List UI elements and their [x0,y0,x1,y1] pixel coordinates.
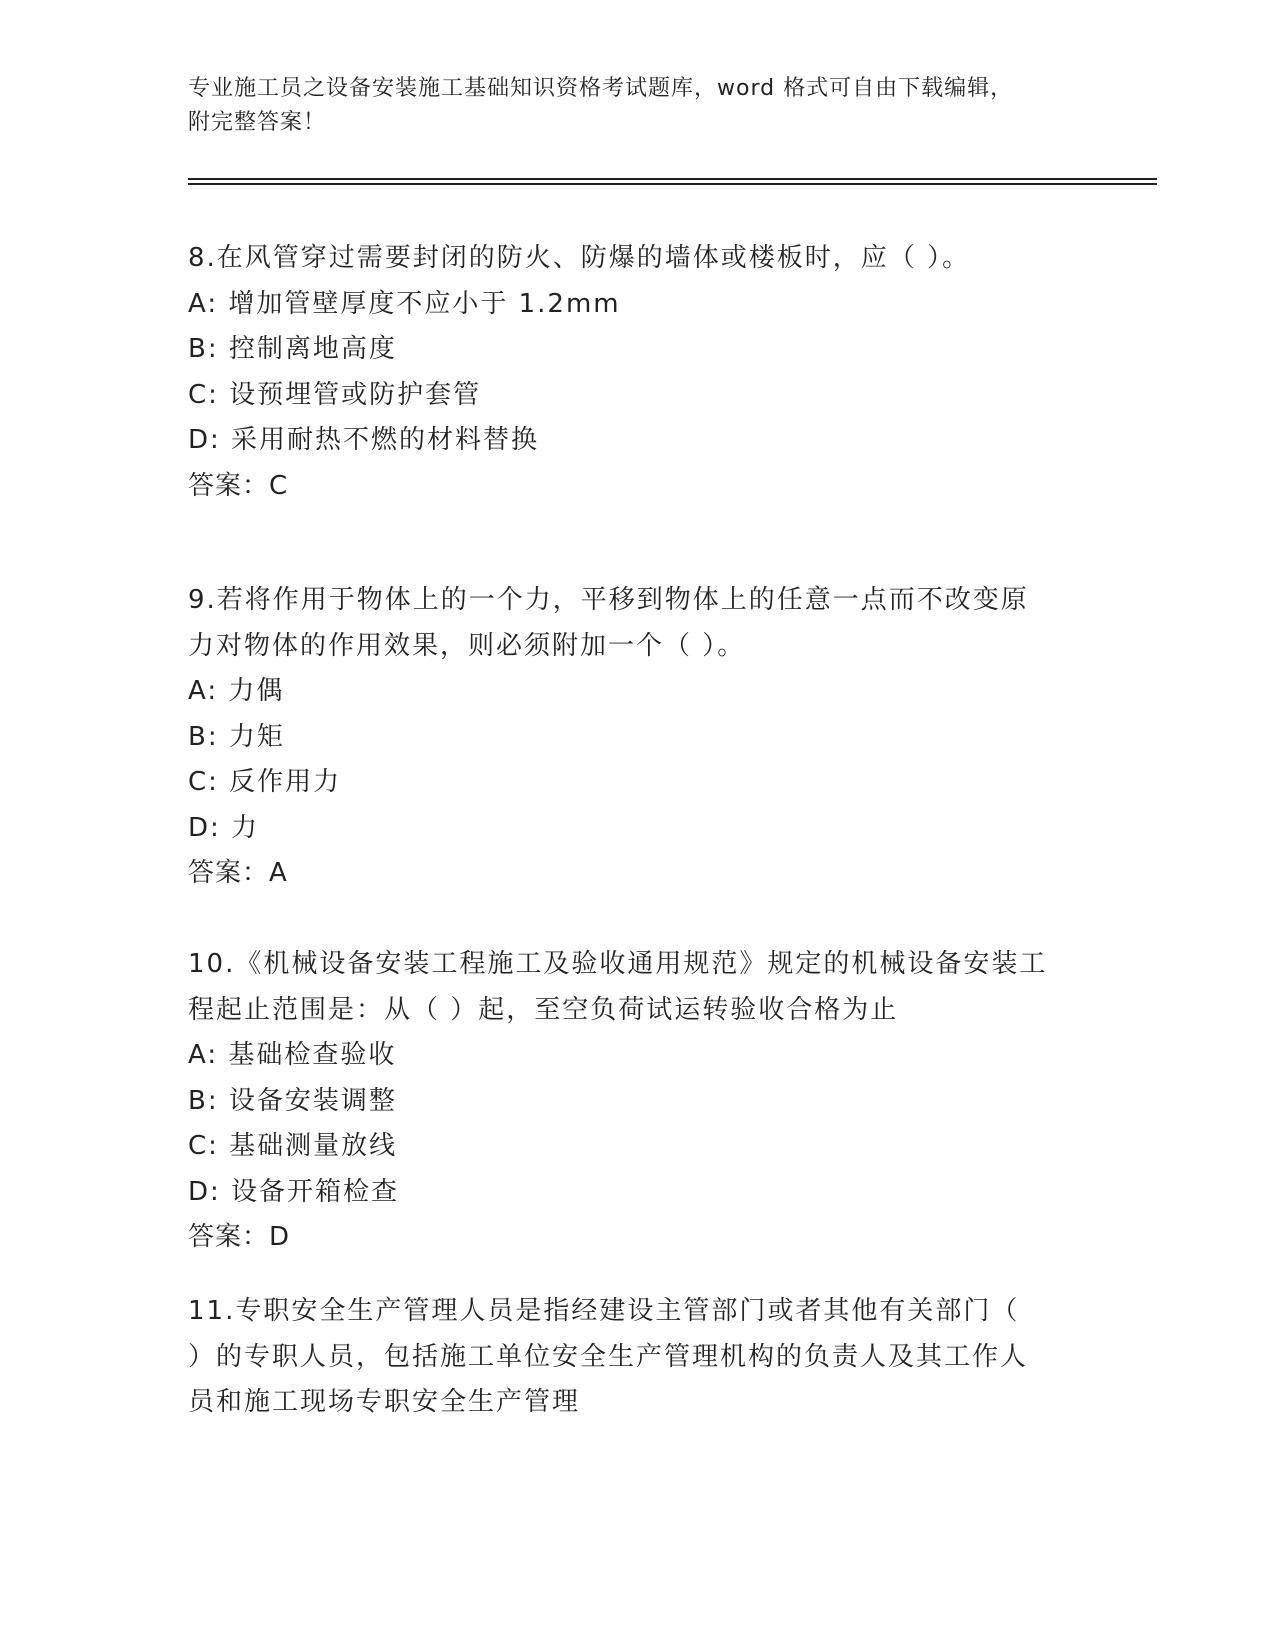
option-a: A: 增加管壁厚度不应小于 1.2mm [188,288,621,319]
option-d: D: 设备开箱检查 [188,1176,400,1207]
question-stem: 8.在风管穿过需要封闭的防火、防爆的墙体或楼板时，应（ ）。 [188,243,971,273]
option-c: C: 反作用力 [188,767,342,797]
option-a: A: 力偶 [188,676,285,706]
question-11 [188,1289,1088,1426]
option-c: C: 设预埋管或防护套管 [188,379,482,410]
question-stem: 10.《机械设备安装工程施工及验收通用规范》规定的机械设备安装工 [188,949,1048,979]
header-line-2: 附完整答案！ [188,110,327,135]
header-rule-top [188,178,1157,180]
header-rule-bottom [188,183,1157,185]
question-10 [188,942,1088,1261]
document-header [188,72,1088,140]
question-stem: 9.若将作用于物体上的一个力，平移到物体上的任意一点而不改变原 [188,585,1029,615]
option-a: A: 基础检查验收 [188,1040,397,1070]
answer: 答案：A [188,858,288,888]
question-stem-cont: 程起止范围是：从（ ）起，至空负荷试运转验收合格为止 [188,994,899,1025]
header-line-1: 专业施工员之设备安装施工基础知识资格考试题库，word 格式可自由下载编辑， [188,76,1014,101]
option-b: B: 力矩 [188,721,285,752]
question-stem-cont: 员和施工现场专职安全生产管理 [188,1387,581,1417]
option-b: B: 控制离地高度 [188,334,397,364]
answer: 答案：D [188,1222,291,1252]
question-stem-cont: 力对物体的作用效果，则必须附加一个（ ）。 [188,630,746,661]
question-stem: 11.专职安全生产管理人员是指经建设主管部门或者其他有关部门（ [188,1296,1020,1326]
question-8 [188,236,1088,509]
option-c: C: 基础测量放线 [188,1131,398,1161]
question-9 [188,578,1088,897]
question-stem-cont: ）的专职人员，包括施工单位安全生产管理机构的负责人及其工作人 [188,1341,1029,1372]
option-b: B: 设备安装调整 [188,1085,397,1116]
option-d: D: 力 [188,812,260,843]
answer: 答案：C [188,470,289,501]
option-d: D: 采用耐热不燃的材料替换 [188,425,540,455]
